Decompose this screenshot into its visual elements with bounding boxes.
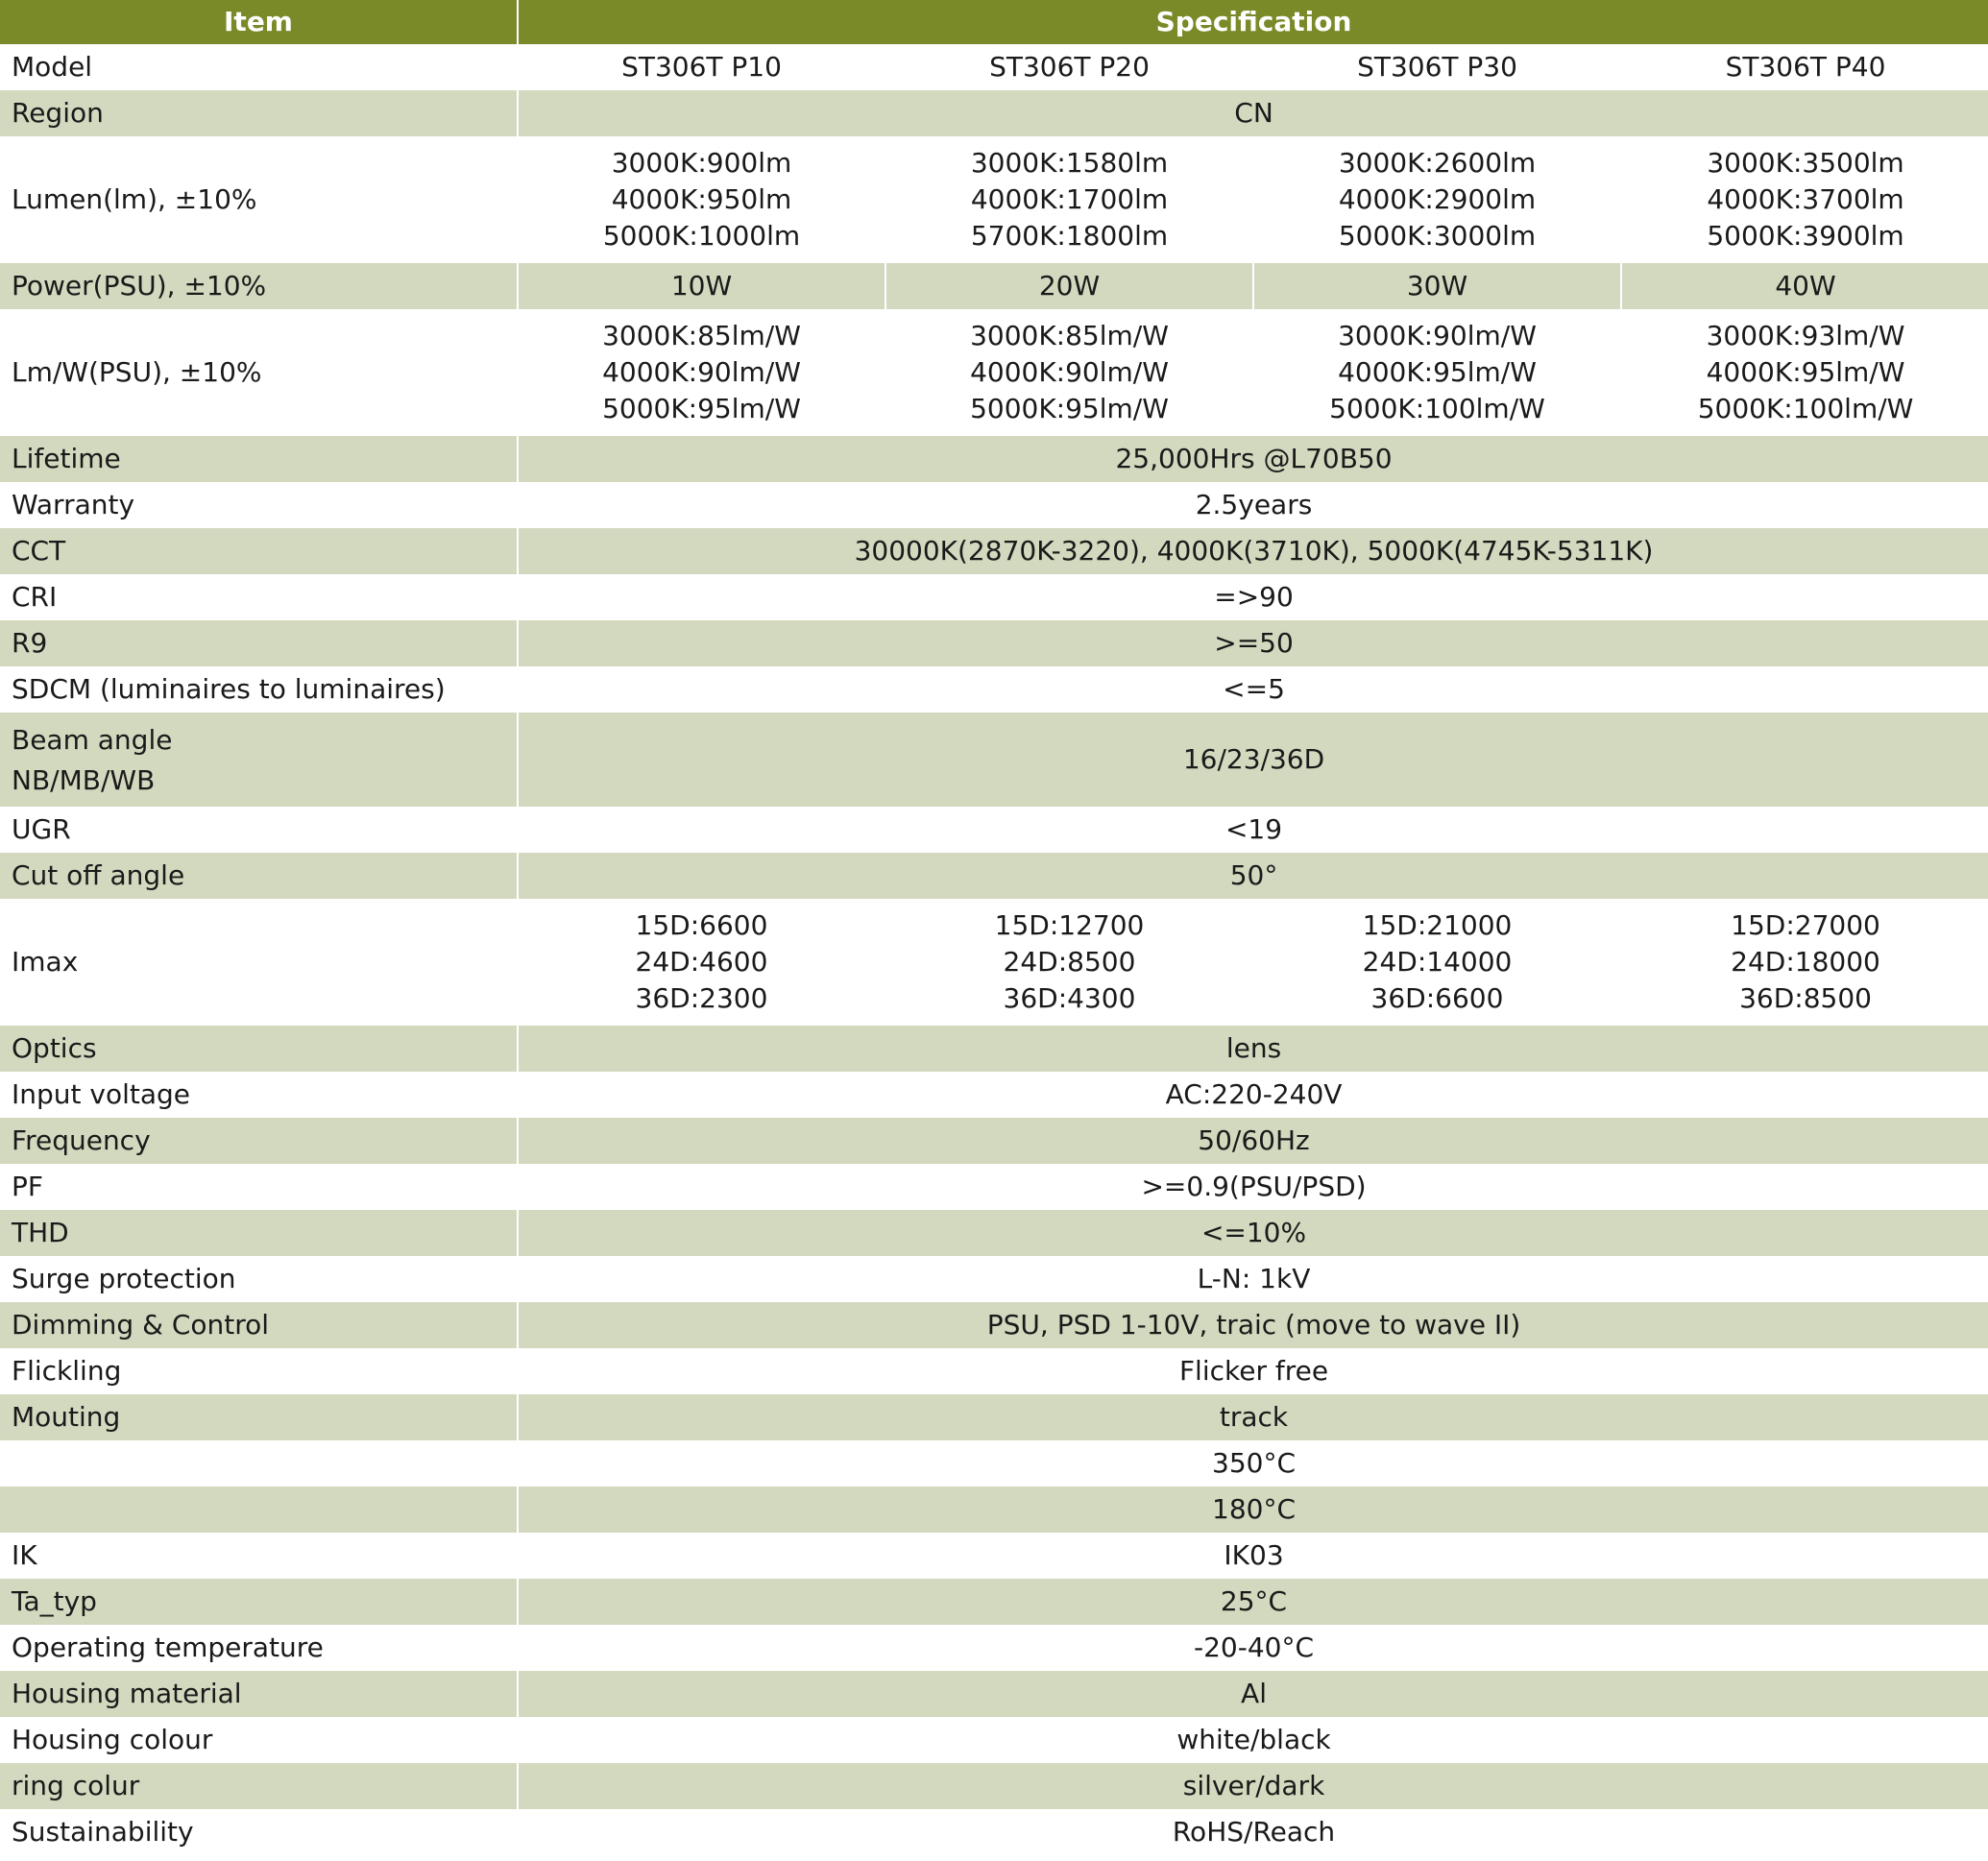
- table-row: [0, 1717, 1988, 1763]
- table-row: [0, 1302, 1988, 1348]
- spec-value-cell: ST306T P10: [518, 44, 885, 90]
- table-row: [0, 1763, 1988, 1809]
- spec-value-cell: 180°C: [518, 1486, 1988, 1533]
- spec-value-cell: 25,000Hrs @L70B50: [518, 436, 1988, 482]
- table-row: [0, 309, 1988, 436]
- spec-value-cell: L-N: 1kV: [518, 1256, 1988, 1302]
- row-label: IK: [0, 1533, 518, 1579]
- row-label: Mouting: [0, 1394, 518, 1440]
- spec-value-cell: >=50: [518, 620, 1988, 666]
- row-label: Lumen(lm), ±10%: [0, 136, 518, 263]
- table-row: [0, 1671, 1988, 1717]
- table-row: [0, 574, 1988, 620]
- spec-value-cell: 3000K:3500lm 4000K:3700lm 5000K:3900lm: [1621, 136, 1988, 263]
- spec-value-cell: 10W: [518, 263, 885, 309]
- spec-value-cell: RoHS/Reach: [518, 1809, 1988, 1855]
- spec-value-cell: Al: [518, 1671, 1988, 1717]
- row-label: ring colur: [0, 1763, 518, 1809]
- row-label: Sustainability: [0, 1809, 518, 1855]
- spec-value-cell: 2.5years: [518, 482, 1988, 528]
- row-label: UGR: [0, 807, 518, 853]
- spec-value-cell: ST306T P20: [885, 44, 1253, 90]
- table-row: [0, 136, 1988, 263]
- row-label: Ta_typ: [0, 1579, 518, 1625]
- spec-value-cell: CN: [518, 90, 1988, 136]
- spec-value-cell: 50/60Hz: [518, 1118, 1988, 1164]
- table-row: [0, 1486, 1988, 1533]
- row-label: Dimming & Control: [0, 1302, 518, 1348]
- header-row: [0, 0, 1988, 44]
- table-row: [0, 1533, 1988, 1579]
- row-label: Surge protection: [0, 1256, 518, 1302]
- row-label: Power(PSU), ±10%: [0, 263, 518, 309]
- spec-value-cell: ST306T P40: [1621, 44, 1988, 90]
- row-label: Input voltage: [0, 1072, 518, 1118]
- spec-value-cell: 3000K:85lm/W 4000K:90lm/W 5000K:95lm/W: [518, 309, 885, 436]
- spec-value-cell: track: [518, 1394, 1988, 1440]
- spec-value-cell: 40W: [1621, 263, 1988, 309]
- table-row: [0, 620, 1988, 666]
- table-row: [0, 713, 1988, 807]
- spec-value-cell: >=0.9(PSU/PSD): [518, 1164, 1988, 1210]
- spec-value-cell: 3000K:93lm/W 4000K:95lm/W 5000K:100lm/W: [1621, 309, 1988, 436]
- spec-value-cell: 50°: [518, 853, 1988, 899]
- spec-value-cell: 30000K(2870K-3220), 4000K(3710K), 5000K(4745K-5311K): [518, 528, 1988, 574]
- row-label: [0, 1486, 518, 1533]
- table-row: [0, 853, 1988, 899]
- row-label: Housing colour: [0, 1717, 518, 1763]
- row-label: CCT: [0, 528, 518, 574]
- table-row: [0, 1210, 1988, 1256]
- spec-value-cell: 16/23/36D: [518, 713, 1988, 807]
- row-label: Lifetime: [0, 436, 518, 482]
- table-row: [0, 1256, 1988, 1302]
- table-row: [0, 44, 1988, 90]
- table-row: [0, 90, 1988, 136]
- spec-value-cell: white/black: [518, 1717, 1988, 1763]
- row-label: Model: [0, 44, 518, 90]
- spec-value-cell: 15D:21000 24D:14000 36D:6600: [1253, 899, 1621, 1026]
- spec-value-cell: 15D:12700 24D:8500 36D:4300: [885, 899, 1253, 1026]
- spec-value-cell: ST306T P30: [1253, 44, 1621, 90]
- spec-value-cell: 15D:27000 24D:18000 36D:8500: [1621, 899, 1988, 1026]
- row-label: Flickling: [0, 1348, 518, 1394]
- spec-value-cell: 3000K:1580lm 4000K:1700lm 5700K:1800lm: [885, 136, 1253, 263]
- table-row: [0, 1348, 1988, 1394]
- row-label: Imax: [0, 899, 518, 1026]
- spec-value-cell: 30W: [1253, 263, 1621, 309]
- spec-value-cell: 3000K:900lm 4000K:950lm 5000K:1000lm: [518, 136, 885, 263]
- table-row: [0, 1072, 1988, 1118]
- row-label: [0, 1440, 518, 1486]
- spec-value-cell: <=5: [518, 666, 1988, 713]
- spec-value-cell: 20W: [885, 263, 1253, 309]
- table-row: [0, 1394, 1988, 1440]
- row-label: CRI: [0, 574, 518, 620]
- item-column-header: Item: [0, 0, 518, 44]
- table-row: [0, 666, 1988, 713]
- spec-value-cell: <=10%: [518, 1210, 1988, 1256]
- table-row: [0, 807, 1988, 853]
- table-row: [0, 1164, 1988, 1210]
- spec-value-cell: silver/dark: [518, 1763, 1988, 1809]
- specification-column-header: Specification: [518, 0, 1988, 44]
- row-label: Housing material: [0, 1671, 518, 1717]
- row-label: Beam angle NB/MB/WB: [0, 713, 518, 807]
- spec-value-cell: 3000K:2600lm 4000K:2900lm 5000K:3000lm: [1253, 136, 1621, 263]
- table-row: [0, 899, 1988, 1026]
- row-label: PF: [0, 1164, 518, 1210]
- table-row: [0, 1118, 1988, 1164]
- row-label: Optics: [0, 1026, 518, 1072]
- spec-value-cell: lens: [518, 1026, 1988, 1072]
- spec-value-cell: PSU, PSD 1-10V, traic (move to wave II): [518, 1302, 1988, 1348]
- spec-value-cell: 15D:6600 24D:4600 36D:2300: [518, 899, 885, 1026]
- spec-value-cell: Flicker free: [518, 1348, 1988, 1394]
- spec-value-cell: 3000K:85lm/W 4000K:90lm/W 5000K:95lm/W: [885, 309, 1253, 436]
- row-label: R9: [0, 620, 518, 666]
- spec-value-cell: -20-40°C: [518, 1625, 1988, 1671]
- table-row: [0, 263, 1988, 309]
- spec-value-cell: 25°C: [518, 1579, 1988, 1625]
- row-label: SDCM (luminaires to luminaires): [0, 666, 518, 713]
- spec-value-cell: =>90: [518, 574, 1988, 620]
- table-row: [0, 436, 1988, 482]
- row-label: Cut off angle: [0, 853, 518, 899]
- table-row: [0, 482, 1988, 528]
- specification-rows: [0, 44, 1988, 1855]
- row-label: Lm/W(PSU), ±10%: [0, 309, 518, 436]
- spec-value-cell: <19: [518, 807, 1988, 853]
- table-row: [0, 1625, 1988, 1671]
- table-row: [0, 1026, 1988, 1072]
- table-row: [0, 1809, 1988, 1855]
- spec-value-cell: AC:220-240V: [518, 1072, 1988, 1118]
- table-row: [0, 1579, 1988, 1625]
- row-label: Operating temperature: [0, 1625, 518, 1671]
- row-label: Warranty: [0, 482, 518, 528]
- table-row: [0, 1440, 1988, 1486]
- row-label: Frequency: [0, 1118, 518, 1164]
- spec-value-cell: IK03: [518, 1533, 1988, 1579]
- table-row: [0, 528, 1988, 574]
- row-label: Region: [0, 90, 518, 136]
- row-label: THD: [0, 1210, 518, 1256]
- spec-value-cell: 3000K:90lm/W 4000K:95lm/W 5000K:100lm/W: [1253, 309, 1621, 436]
- spec-value-cell: 350°C: [518, 1440, 1988, 1486]
